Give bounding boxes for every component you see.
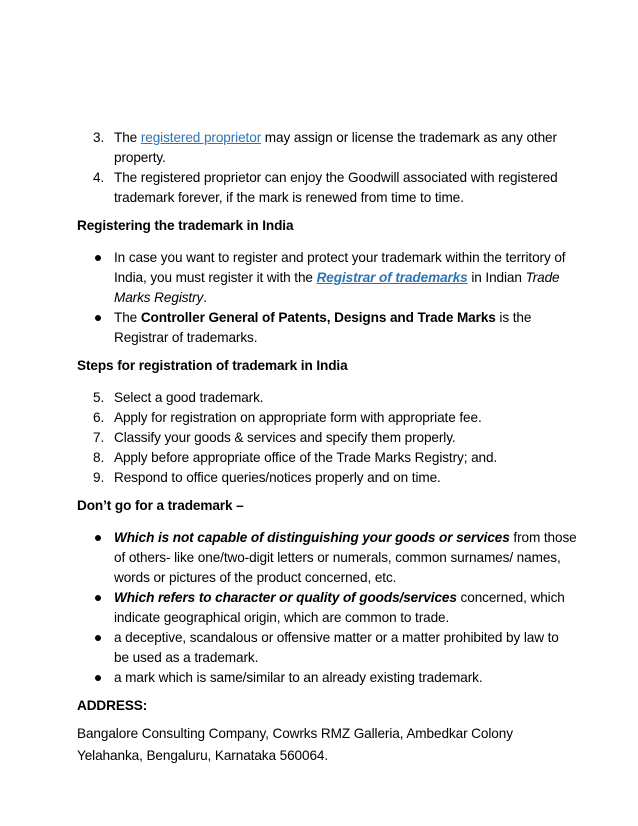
list-item (77, 308, 577, 348)
list-item (77, 588, 577, 628)
document-body (77, 128, 577, 766)
bullet-text: In case you want to register and protect your trademark within the territory of India, you must register it with the (114, 250, 566, 285)
list-number: 8. (93, 450, 105, 465)
bullet-text: a deceptive, scandalous or offensive matter or a matter prohibited by law to be used as a trademark. (114, 630, 559, 665)
list-item (77, 128, 577, 168)
list-number: 3. (93, 130, 105, 145)
bullet-text: The (114, 310, 141, 325)
list-text: Respond to office queries/notices properly and on time. (114, 470, 441, 485)
list-text: Select a good trademark. (114, 390, 264, 405)
section-heading-steps: Steps for registration of trademark in India (77, 358, 348, 373)
list-number: 6. (93, 410, 105, 425)
list-item (77, 628, 577, 668)
bullet-text: . (203, 290, 207, 305)
list-number: 5. (93, 390, 105, 405)
address-heading: ADDRESS: (77, 698, 148, 713)
bullet-text: in Indian (467, 270, 526, 285)
bullet-text: a mark which is same/similar to an already existing trademark. (114, 670, 483, 685)
bullet-bold-text: Controller General of Patents, Designs and Trade Marks (140, 310, 496, 325)
bullet-icon (95, 635, 101, 641)
list-text-post: may assign or license the trademark as any other property. (114, 130, 557, 165)
list-item (77, 468, 577, 488)
bullet-icon (95, 315, 101, 321)
bullet-bold-italic-text: Which refers to character or quality of goods/services (114, 590, 457, 605)
registrar-of-trademarks-link[interactable]: Registrar of trademarks (316, 270, 468, 285)
rights-list (77, 128, 577, 208)
bullet-icon (95, 595, 101, 601)
steps-list (77, 388, 577, 488)
list-number: 9. (93, 470, 105, 485)
list-item (77, 408, 577, 428)
dont-bullets (77, 528, 577, 688)
list-text: Apply before appropriate office of the Trade Marks Registry; and. (114, 450, 498, 465)
list-item (77, 448, 577, 468)
list-item (77, 668, 577, 688)
bullet-text: is the Registrar of trademarks. (114, 310, 532, 345)
list-item (77, 428, 577, 448)
bullet-text: concerned, which indicate geographical origin, which are common to trade. (114, 590, 565, 625)
bullet-italic-text: Trade Marks Registry (114, 270, 560, 305)
bullet-icon (95, 255, 101, 261)
list-text: The registered proprietor can enjoy the Goodwill associated with registered trademark forever, if the mark is renewed from time to time. (114, 170, 558, 205)
bullet-text: from those of others- like one/two-digit letters or numerals, common surnames/ names, words or pictures of the product concerned, etc. (114, 530, 577, 585)
list-number: 4. (93, 170, 105, 185)
list-item (77, 168, 577, 208)
list-item (77, 388, 577, 408)
list-text-pre: The (114, 130, 141, 145)
section-heading-dont: Don’t go for a trademark – (77, 498, 244, 513)
list-item (77, 528, 577, 588)
list-text: Apply for registration on appropriate form with appropriate fee. (114, 410, 482, 425)
address-line-1: Bangalore Consulting Company, Cowrks RMZ Galleria, Ambedkar Colony (77, 726, 513, 741)
bullet-icon (95, 675, 101, 681)
bullet-bold-italic-text: Which is not capable of distinguishing your goods or services (114, 530, 510, 545)
bullet-icon (95, 535, 101, 541)
registered-proprietor-link[interactable]: registered proprietor (140, 130, 262, 145)
address-line-2: Yelahanka, Bengaluru, Karnataka 560064. (77, 748, 329, 763)
list-number: 7. (93, 430, 105, 445)
list-item (77, 248, 577, 308)
registering-bullets (77, 248, 577, 348)
section-heading-registering: Registering the trademark in India (77, 218, 294, 233)
list-text: Classify your goods & services and specify them properly. (114, 430, 456, 445)
